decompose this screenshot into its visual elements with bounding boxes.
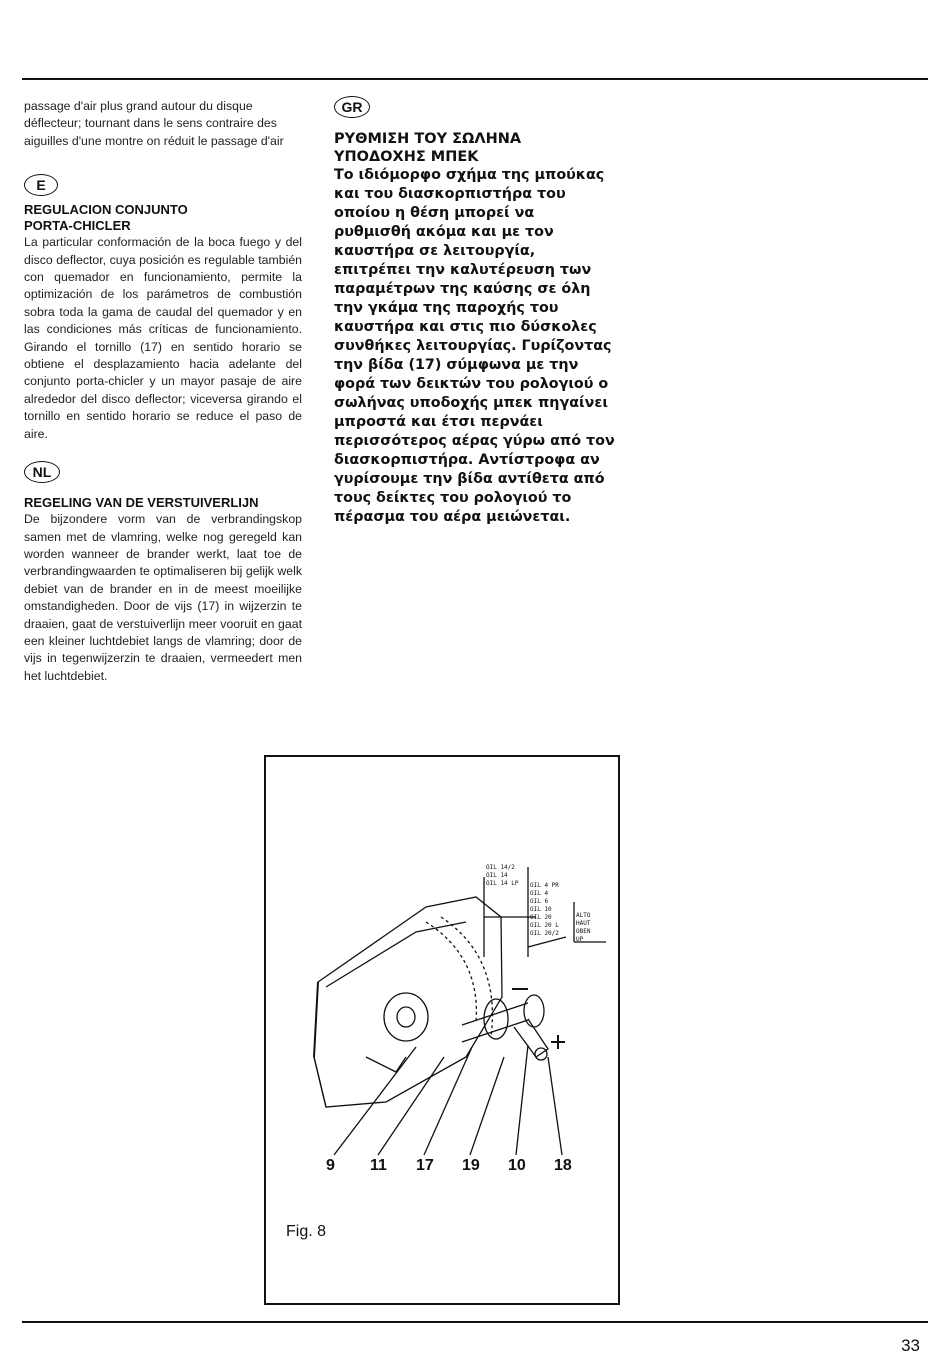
greek-column — [334, 96, 616, 527]
scale-label: OIL 20 L — [530, 922, 559, 929]
callout-9: 9 — [326, 1157, 335, 1174]
callout-19: 19 — [462, 1157, 480, 1174]
scale-label: HAUT — [576, 920, 591, 927]
callout-18: 18 — [554, 1157, 572, 1174]
scale-label: OIL 14 — [486, 872, 508, 879]
dutch-heading: REGELING VAN DE VERSTUIVERLIJN — [24, 495, 259, 511]
spanish-section — [24, 174, 302, 443]
scale-label: ALTO — [576, 912, 591, 919]
scale-label: OIL 20 — [530, 914, 552, 921]
scale-label: OIL 4 — [530, 890, 549, 897]
scale-label: OIL 4 PR — [530, 882, 559, 889]
callout-10: 10 — [508, 1157, 526, 1174]
scale-label: OIL 20/2 — [530, 930, 559, 937]
greek-heading-line1: ΡΥΘΜΙΣΗ ΤΟΥ ΣΩΛΗΝΑ — [334, 131, 522, 147]
scale-label: OIL 14/2 — [486, 864, 515, 871]
spanish-paragraph: La particular conformación de la boca fuego y del disco deflector, cuya posición es regulable también con quemador en funcionamiento, permite la optimización de los parámetros de combustión sobra toda la gama de caudal del quemador y en las condiciones más críticas de funcionamiento. Girando el tornillo (17) en sentido horario se obtiene el desplazamiento hacia adelante del conjunto porta-chicler y un mayor pasaje de aire alrededor del disco deflector; viceversa girando el tornillo en sentido horario se reduce el paso de aire. — [24, 235, 302, 441]
language-badge-gr: GR — [334, 96, 370, 118]
language-badge-es: E — [24, 174, 58, 196]
callout-11: 11 — [370, 1157, 387, 1174]
figure-caption: Fig. 8 — [286, 1223, 327, 1240]
dutch-paragraph: De bijzondere vorm van de verbrandingskop samen met de vlamring, welke nog geregeld kan worden wanneer de brander werkt, laat toe de verbrandingwaarden te optimaliseren bij gelijk welk debiet van de brander en in de meest moeilijke omstandigheden. Door de vijs (17) in wijzerzin te draaien, gaat de verstuiverlijn meer vooruit en gaat een kleiner luchtdebiet langs de vlamring; door de vijs in tegenwijzerzin te draaien, vermeedert men het luchtdebiet. — [24, 512, 302, 683]
scale-label: OIL 14 LP — [486, 880, 519, 887]
page-number: 33 — [901, 1336, 920, 1355]
french-continuation: passage d'air plus grand autour du disque déflecteur; tournant dans le sens contraire des aiguilles d'une montre on réduit le passage d'air — [24, 99, 284, 148]
left-column — [24, 98, 302, 685]
greek-paragraph: Το ιδιόμορφο σχήμα της μπούκας και του διασκορπιστήρα του οποίου η θέση μπορεί να ρυθμισθή ακόμα και με τον καυστήρα σε λειτουργία, επιτρέπει την καλυτέρευση των παραμέτρων της καύσης σε όλη την γκάμα της παροχής του καυστήρα και στις πιο δύσκολες συνθήκες λειτουργίας. Γυρίζοντας την βίδα (17) σύμφωνα με την φορά των δεικτών του ρολογιού ο σωλήνας υποδοχής μπεκ πηγαίνει μπροστά και έτσι περνάει περισσότερος αέρας γύρω από τον διασκορπιστήρα. Αντίστροφα αν γυρίσουμε την βίδα αντίθετα από τους δείκτες του ρολογιού το πέρασμα του αέρα μειώνεται. — [334, 167, 615, 525]
scale-label: UP — [576, 936, 584, 943]
dutch-section — [24, 461, 302, 685]
bottom-rule — [22, 1321, 928, 1323]
scale-label: OIL 6 — [530, 898, 549, 905]
scale-label: OIL 10 — [530, 906, 552, 913]
burner-head-drawing — [266, 757, 618, 1303]
scale-label: OBEN — [576, 928, 591, 935]
spanish-heading: REGULACION CONJUNTO PORTA-CHICLER — [24, 202, 188, 234]
greek-heading-line2: ΥΠΟΔΟΧΗΣ ΜΠΕΚ — [334, 149, 479, 165]
top-rule — [22, 78, 928, 80]
callout-17: 17 — [416, 1157, 434, 1174]
language-badge-nl: NL — [24, 461, 60, 483]
figure-box — [264, 755, 620, 1305]
